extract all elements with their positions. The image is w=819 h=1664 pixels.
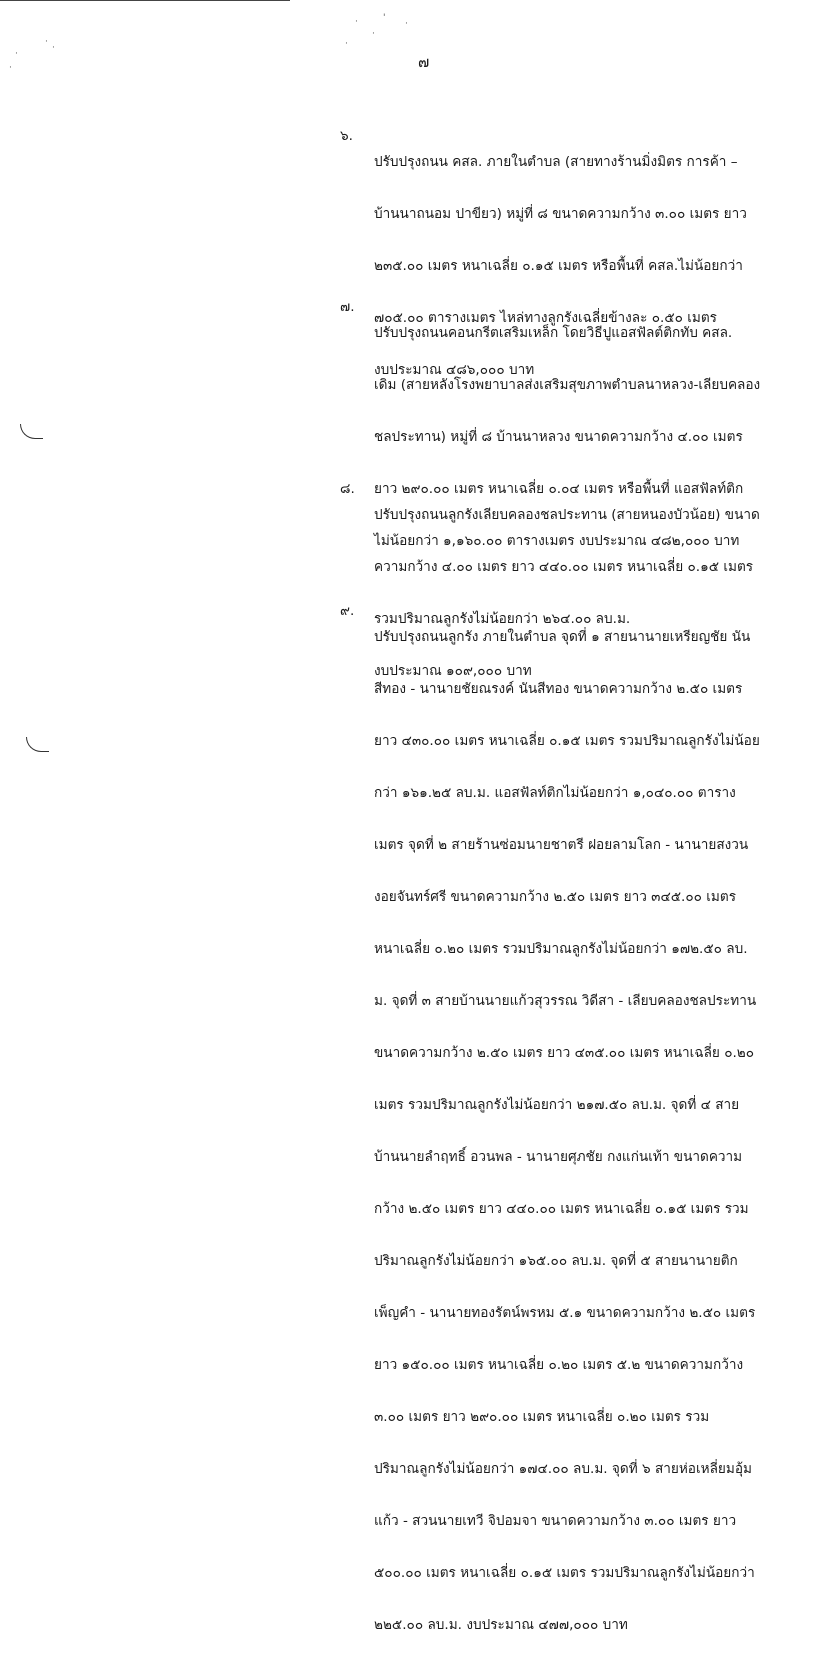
scan-speck: ·: [355, 17, 358, 27]
text-line: เดิม (สายหลังโรงพยาบาลส่งเสริมสุขภาพตำบลนาหลวง-เลียบคลอง: [374, 377, 761, 393]
text-line: กว่า ๑๖๑.๒๕ ลบ.ม. แอสฟัลท์ติกไม่น้อยกว่า ๑,๐๔๐.๐๐ ตาราง: [374, 785, 736, 801]
text-line: บ้านนาถนอม ปาขียว) หมู่ที่ ๘ ขนาดความกว้าง ๓.๐๐ เมตร ยาว: [374, 206, 747, 222]
text-line: ความกว้าง ๔.๐๐ เมตร ยาว ๔๔๐.๐๐ เมตร หนาเฉลี่ย ๐.๑๕ เมตร: [374, 559, 754, 575]
text-line: ปรับปรุงถนนลูกรังเลียบคลองชลประทาน (สายหนองบัวน้อย) ขนาด: [374, 507, 760, 523]
text-line: ยาว ๒๙๐.๐๐ เมตร หนาเฉลี่ย ๐.๐๔ เมตร หรือพื้นที่ แอสฟัลท์ติก: [374, 481, 744, 497]
text-line: กว้าง ๒.๕๐ เมตร ยาว ๔๔๐.๐๐ เมตร หนาเฉลี่ย ๐.๑๕ เมตร รวม: [374, 1201, 749, 1217]
text-line: สีทอง - นานายชัยณรงค์ นันสีทอง ขนาดความกว้าง ๒.๕๐ เมตร: [374, 681, 743, 697]
text-line: แก้ว - สวนนายเทวี จิปอมจา ขนาดความกว้าง ๓.๐๐ เมตร ยาว: [374, 1513, 737, 1529]
page-number: ๗: [418, 53, 430, 71]
text-line: รวมปริมาณลูกรังไม่น้อยกว่า ๒๖๔.๐๐ ลบ.ม.: [374, 611, 631, 627]
text-line: ม. จุดที่ ๓ สายบ้านนายแก้วสุวรรณ วิดีสา - เลียบคลองชลประทาน: [374, 993, 757, 1009]
text-line: ชลประทาน) หมู่ที่ ๘ บ้านนาหลวง ขนาดความกว้าง ๔.๐๐ เมตร: [374, 429, 743, 445]
text-line: ๒๓๕.๐๐ เมตร หนาเฉลี่ย ๐.๑๕ เมตร หรือพื้นที่ คสล.ไม่น้อยกว่า: [374, 258, 743, 274]
text-line: บ้านนายลำฤทธิ์ อวนพล - นานายศุภชัย กงแก่นเท้า ขนาดความ: [374, 1149, 743, 1165]
scan-speck: ·: [15, 49, 18, 59]
text-line: เมตร จุดที่ ๒ สายร้านซ่อมนายชาตรี ฝอยลามโลก - นานายสงวน: [374, 837, 749, 853]
item-number: ๘.: [340, 481, 355, 497]
text-line: ยาว ๔๓๐.๐๐ เมตร หนาเฉลี่ย ๐.๑๕ เมตร รวมปริมาณลูกรังไม่น้อย: [374, 733, 760, 749]
text-line: หนาเฉลี่ย ๐.๒๐ เมตร รวมปริมาณลูกรังไม่น้อยกว่า ๑๗๒.๕๐ ลบ.: [374, 941, 748, 957]
scan-speck: ·: [45, 37, 48, 47]
text-line: งบประมาณ ๔๘๖,๐๐๐ บาท: [374, 362, 535, 378]
text-line: งอยจันทร์ศรี ขนาดความกว้าง ๒.๕๐ เมตร ยาว ๓๔๕.๐๐ เมตร: [374, 889, 736, 905]
text-line: เพ็ญคำ - นานายทองรัตน์พรหม ๕.๑ ขนาดความกว้าง ๒.๕๐ เมตร: [374, 1305, 756, 1321]
scan-speck: ·: [405, 19, 408, 29]
item-text: [340, 598, 780, 1664]
margin-hole-mark: [26, 737, 49, 752]
scan-speck: ·: [52, 43, 55, 53]
text-line: ๓.๐๐ เมตร ยาว ๒๙๐.๐๐ เมตร หนาเฉลี่ย ๐.๒๐ เมตร รวม: [374, 1409, 710, 1425]
item-number: ๗.: [340, 299, 355, 315]
text-line: ไม่น้อยกว่า ๑,๑๖๐.๐๐ ตารางเมตร งบประมาณ ๔๘๒,๐๐๐ บาท: [374, 533, 740, 549]
margin-hole-mark: [20, 424, 43, 439]
scan-speck: ·: [9, 63, 12, 73]
item-number: ๙.: [340, 603, 355, 619]
text-line: ๕๐๐.๐๐ เมตร หนาเฉลี่ย ๐.๑๕ เมตร รวมปริมาณลูกรังไม่น้อยกว่า: [374, 1565, 755, 1581]
scan-speck: ·: [372, 29, 375, 39]
item-number: ๖.: [340, 128, 353, 144]
text-line: ๗๐๕.๐๐ ตารางเมตร ไหล่ทางลูกรังเฉลี่ยข้างละ ๐.๕๐ เมตร: [374, 310, 717, 326]
text-line: ปรับปรุงถนน คสล. ภายในตำบล (สายทางร้านมิ่งมิตร การค้า –: [374, 154, 738, 170]
list-item: [340, 598, 780, 1664]
text-line: เมตร รวมปริมาณลูกรังไม่น้อยกว่า ๒๑๗.๕๐ ลบ.ม. จุดที่ ๔ สาย: [374, 1097, 740, 1113]
text-line: ปริมาณลูกรังไม่น้อยกว่า ๑๗๔.๐๐ ลบ.ม. จุดที่ ๖ สายห่อเหลี่ยมอุ้ม: [374, 1461, 752, 1477]
scan-speck: ': [383, 13, 386, 23]
text-line: ๒๒๕.๐๐ ลบ.ม. งบประมาณ ๔๗๗,๐๐๐ บาท: [374, 1617, 628, 1633]
text-line: ยาว ๑๕๐.๐๐ เมตร หนาเฉลี่ย ๐.๒๐ เมตร ๕.๒ ขนาดความกว้าง: [374, 1357, 744, 1373]
scan-edge-line: [0, 0, 290, 1]
text-line: งบประมาณ ๑๐๙,๐๐๐ บาท: [374, 663, 532, 679]
text-line: ขนาดความกว้าง ๒.๕๐ เมตร ยาว ๔๓๕.๐๐ เมตร หนาเฉลี่ย ๐.๒๐: [374, 1045, 755, 1061]
scan-speck: ·: [345, 39, 348, 49]
text-line: ปรับปรุงถนนลูกรัง ภายในตำบล จุดที่ ๑ สายนานายเหรียญชัย นัน: [374, 629, 751, 645]
text-line: ปรับปรุงถนนคอนกรีตเสริมเหล็ก โดยวิธีปูแอสฟัลต์ติกทับ คสล.: [374, 325, 733, 341]
text-line: ปริมาณลูกรังไม่น้อยกว่า ๑๖๕.๐๐ ลบ.ม. จุดที่ ๕ สายนานายติก: [374, 1253, 738, 1269]
